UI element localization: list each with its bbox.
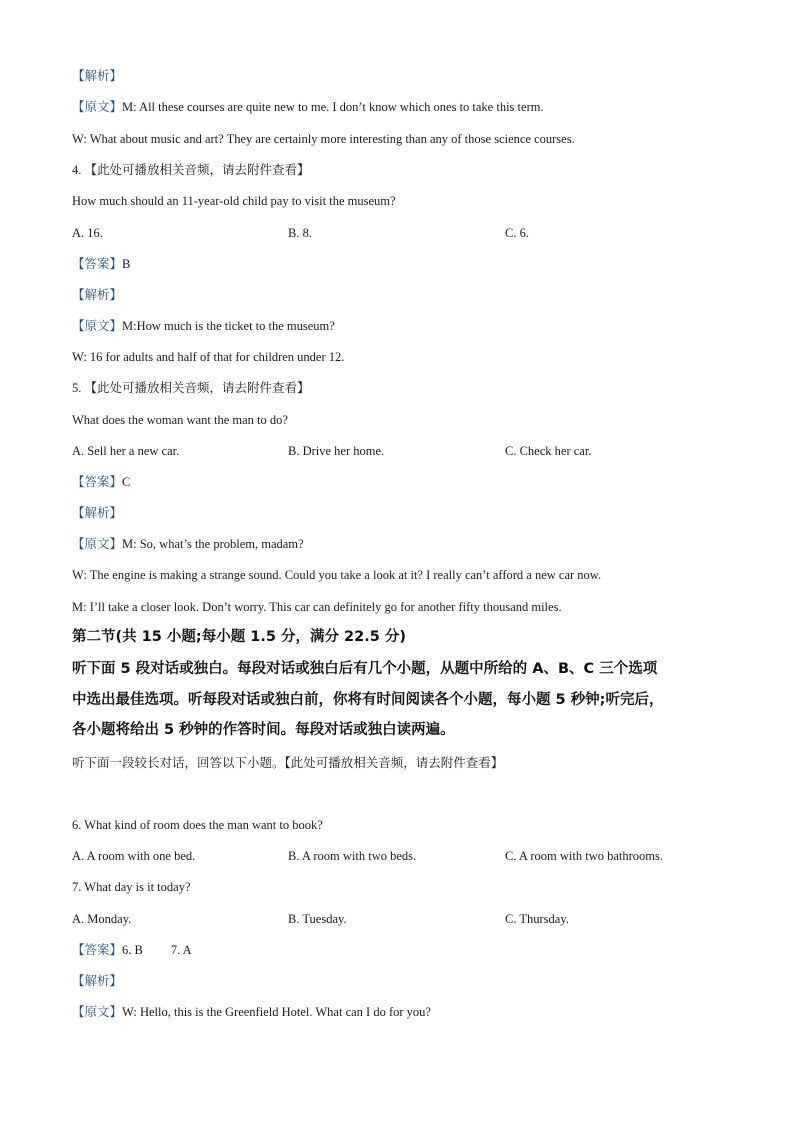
option-c: C. Check her car. xyxy=(505,444,592,458)
option-a: A. Sell her a new car. xyxy=(72,444,180,458)
question-4-text: How much should an 11-year-old child pay to visit the museum? xyxy=(72,194,396,208)
section-heading: 第二节(共 15 小题;每小题 1.5 分，满分 22.5 分) xyxy=(72,629,406,645)
transcript-line: M: I’ll take a closer look. Don’t worry. This car can definitely go for another fifty thousand miles. xyxy=(72,600,562,614)
section-instructions: 中选出最佳选项。听每段对话或独白前，你将有时间阅读各个小题，每小题 5 秒钟;听完后， xyxy=(72,692,664,708)
transcript-line: W: 16 for adults and half of that for children under 12. xyxy=(72,350,345,364)
analysis-label: 【解析】 xyxy=(72,973,123,988)
transcript-line: 【原文】M: All these courses are quite new to me. I don’t know which ones to take this term. xyxy=(72,99,544,114)
option-b: B. Tuesday. xyxy=(288,912,347,926)
option-a: A. Monday. xyxy=(72,912,132,926)
question-7-text: 7. What day is it today? xyxy=(72,880,191,894)
option-a: A. A room with one bed. xyxy=(72,849,196,863)
transcript-line: 【原文】M: So, what’s the problem, madam? xyxy=(72,536,304,551)
option-b: B. A room with two beds. xyxy=(288,849,417,863)
transcript-line: 【原文】W: Hello, this is the Greenfield Hotel. What can I do for you? xyxy=(72,1004,431,1019)
question-5-header: 5. 【此处可播放相关音频，请去附件查看】 xyxy=(72,380,310,395)
section-instructions: 各小题将给出 5 秒钟的作答时间。每段对话或独白读两遍。 xyxy=(72,722,455,738)
question-4-header: 4. 【此处可播放相关音频，请去附件查看】 xyxy=(72,162,310,177)
passage-intro: 听下面一段较长对话，回答以下小题。【此处可播放相关音频，请去附件查看】 xyxy=(72,755,504,770)
option-c: C. Thursday. xyxy=(505,912,569,926)
option-b: B. 8. xyxy=(288,226,312,240)
answer-line: 【答案】B xyxy=(72,256,131,271)
option-b: B. Drive her home. xyxy=(288,444,385,458)
question-6-text: 6. What kind of room does the man want to book? xyxy=(72,818,323,832)
option-a: A. 16. xyxy=(72,226,103,240)
option-c: C. 6. xyxy=(505,226,529,240)
analysis-label: 【解析】 xyxy=(72,287,123,302)
transcript-line: W: The engine is making a strange sound. Could you take a look at it? I really can’t afford a new car now. xyxy=(72,568,602,582)
section-instructions: 听下面 5 段对话或独白。每段对话或独白后有几个小题，从题中所给的 A、B、C 三个选项 xyxy=(72,661,658,677)
answer-line: 【答案】6. B 7. A xyxy=(72,942,192,957)
analysis-label: 【解析】 xyxy=(72,68,123,83)
answer-line: 【答案】C xyxy=(72,474,131,489)
analysis-label: 【解析】 xyxy=(72,505,123,520)
transcript-line: 【原文】M:How much is the ticket to the museum? xyxy=(72,318,335,333)
question-5-text: What does the woman want the man to do? xyxy=(72,413,288,427)
option-c: C. A room with two bathrooms. xyxy=(505,849,663,863)
transcript-line: W: What about music and art? They are certainly more interesting than any of those science courses. xyxy=(72,132,575,146)
